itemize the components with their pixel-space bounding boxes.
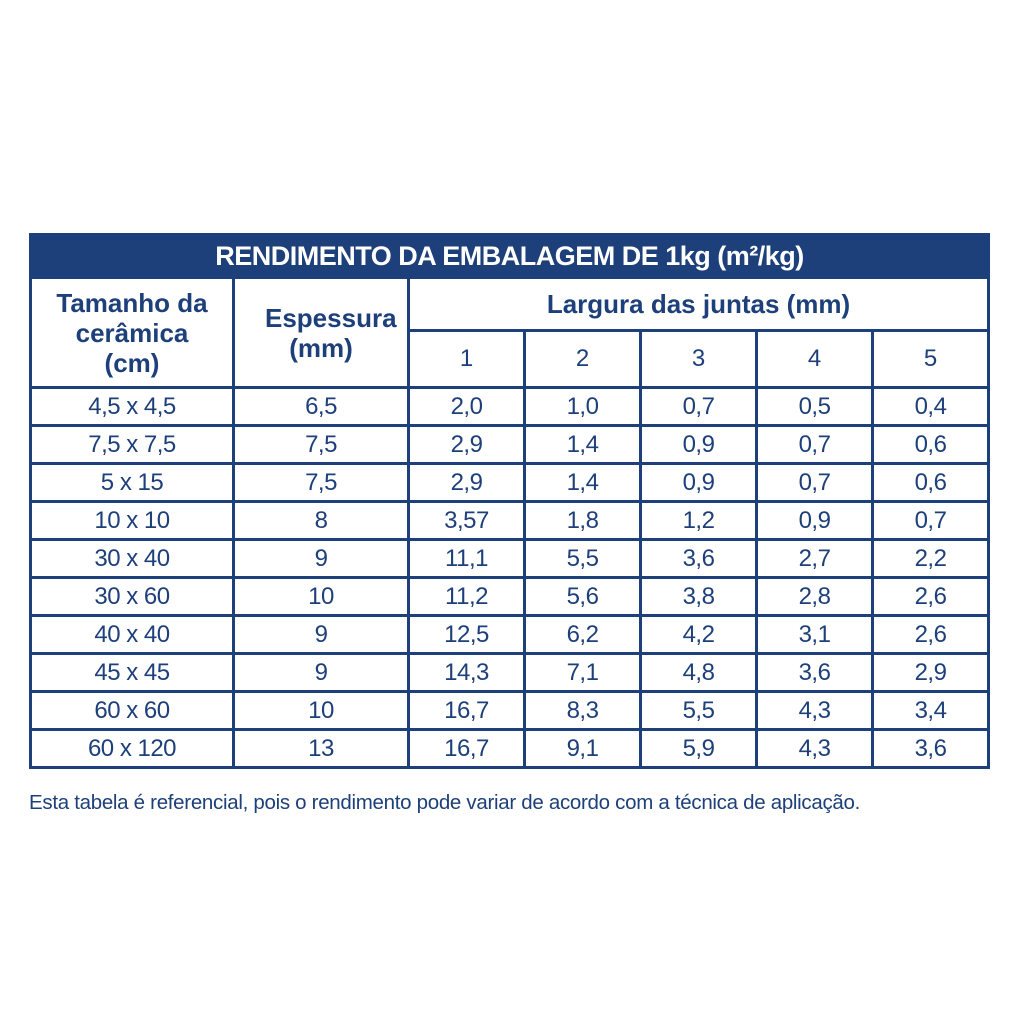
cell-thickness: 6,5 (234, 388, 409, 426)
cell-size: 30 x 60 (31, 578, 234, 616)
cell-yield: 16,7 (409, 730, 525, 768)
cell-yield: 2,9 (409, 464, 525, 502)
cell-thickness: 9 (234, 616, 409, 654)
cell-yield: 3,6 (873, 730, 989, 768)
cell-yield: 6,2 (525, 616, 641, 654)
cell-thickness: 7,5 (234, 464, 409, 502)
cell-thickness: 13 (234, 730, 409, 768)
cell-size: 30 x 40 (31, 540, 234, 578)
cell-size: 10 x 10 (31, 502, 234, 540)
cell-yield: 1,8 (525, 502, 641, 540)
cell-yield: 3,8 (641, 578, 757, 616)
cell-yield: 7,1 (525, 654, 641, 692)
cell-yield: 2,9 (409, 426, 525, 464)
table-row (31, 464, 989, 502)
table-footnote: Esta tabela é referencial, pois o rendimento pode variar de acordo com a técnica de aplicação. (29, 791, 861, 814)
cell-yield: 0,9 (641, 426, 757, 464)
cell-yield: 2,7 (757, 540, 873, 578)
cell-size: 5 x 15 (31, 464, 234, 502)
table-row (31, 578, 989, 616)
cell-size: 60 x 60 (31, 692, 234, 730)
cell-yield: 9,1 (525, 730, 641, 768)
cell-yield: 4,8 (641, 654, 757, 692)
table-row (31, 426, 989, 464)
cell-yield: 0,9 (641, 464, 757, 502)
cell-yield: 5,6 (525, 578, 641, 616)
header-joint-5: 5 (873, 331, 989, 388)
header-thickness: Espessura (mm) (234, 278, 409, 388)
cell-yield: 11,2 (409, 578, 525, 616)
cell-yield: 0,7 (641, 388, 757, 426)
table-title: RENDIMENTO DA EMBALAGEM DE 1kg (m²/kg) (31, 235, 989, 278)
yield-table (29, 233, 990, 769)
header-ceramic-size: Tamanho da cerâmica (cm) (31, 278, 234, 388)
cell-size: 4,5 x 4,5 (31, 388, 234, 426)
cell-yield: 16,7 (409, 692, 525, 730)
cell-thickness: 7,5 (234, 426, 409, 464)
cell-yield: 1,4 (525, 426, 641, 464)
table-row (31, 654, 989, 692)
table-row (31, 502, 989, 540)
cell-yield: 0,4 (873, 388, 989, 426)
cell-yield: 1,4 (525, 464, 641, 502)
table-row (31, 540, 989, 578)
cell-yield: 0,5 (757, 388, 873, 426)
cell-yield: 2,0 (409, 388, 525, 426)
cell-thickness: 10 (234, 692, 409, 730)
cell-yield: 0,7 (757, 426, 873, 464)
cell-yield: 1,0 (525, 388, 641, 426)
cell-yield: 1,2 (641, 502, 757, 540)
cell-yield: 0,9 (757, 502, 873, 540)
table-row (31, 616, 989, 654)
cell-yield: 3,6 (641, 540, 757, 578)
cell-yield: 3,57 (409, 502, 525, 540)
cell-yield: 8,3 (525, 692, 641, 730)
cell-size: 60 x 120 (31, 730, 234, 768)
cell-thickness: 9 (234, 654, 409, 692)
cell-yield: 4,2 (641, 616, 757, 654)
cell-yield: 2,9 (873, 654, 989, 692)
header-joint-1: 1 (409, 331, 525, 388)
cell-yield: 2,6 (873, 616, 989, 654)
cell-yield: 0,7 (873, 502, 989, 540)
cell-yield: 5,5 (641, 692, 757, 730)
cell-thickness: 8 (234, 502, 409, 540)
cell-yield: 11,1 (409, 540, 525, 578)
cell-yield: 12,5 (409, 616, 525, 654)
cell-size: 40 x 40 (31, 616, 234, 654)
cell-yield: 2,2 (873, 540, 989, 578)
header-joint-width: Largura das juntas (mm) (409, 278, 989, 331)
header-joint-3: 3 (641, 331, 757, 388)
cell-yield: 0,6 (873, 464, 989, 502)
cell-yield: 3,6 (757, 654, 873, 692)
cell-yield: 4,3 (757, 692, 873, 730)
header-joint-2: 2 (525, 331, 641, 388)
cell-thickness: 9 (234, 540, 409, 578)
cell-size: 45 x 45 (31, 654, 234, 692)
cell-yield: 0,6 (873, 426, 989, 464)
cell-yield: 2,6 (873, 578, 989, 616)
cell-yield: 2,8 (757, 578, 873, 616)
cell-thickness: 10 (234, 578, 409, 616)
header-joint-4: 4 (757, 331, 873, 388)
yield-table-container (29, 233, 987, 815)
cell-yield: 4,3 (757, 730, 873, 768)
table-row (31, 692, 989, 730)
cell-yield: 0,7 (757, 464, 873, 502)
cell-yield: 5,5 (525, 540, 641, 578)
cell-yield: 14,3 (409, 654, 525, 692)
cell-size: 7,5 x 7,5 (31, 426, 234, 464)
cell-yield: 3,1 (757, 616, 873, 654)
cell-yield: 3,4 (873, 692, 989, 730)
cell-yield: 5,9 (641, 730, 757, 768)
table-row (31, 730, 989, 768)
table-row (31, 388, 989, 426)
